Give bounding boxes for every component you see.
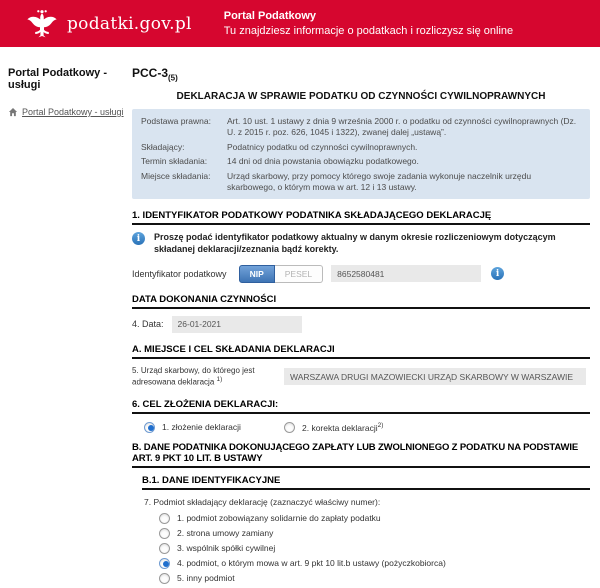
radio-zlozenie-deklaracji[interactable]: 1. złożenie deklaracji <box>144 422 284 433</box>
radio-subject-3[interactable]: 3. wspólnik spółki cywilnej <box>159 543 590 554</box>
hint-row <box>132 232 590 255</box>
sidebar-title: Portal Podatkowy - usługi <box>8 67 108 91</box>
pesel-toggle-button[interactable]: PESEL <box>275 265 323 283</box>
legal-row: Składający: Podatnicy podatku od czynności cywilnoprawnych. <box>141 141 418 152</box>
date-input[interactable] <box>172 316 302 333</box>
radio-subject-2[interactable]: 2. strona umowy zamiany <box>159 528 590 539</box>
form-code: PCC-$3_{(5)}$ <box>132 66 178 83</box>
tax-id-label: Identyfikator podatkowy <box>132 268 227 279</box>
form-main <box>128 47 600 588</box>
info-icon[interactable] <box>132 232 145 245</box>
radio-icon[interactable] <box>159 543 170 554</box>
tax-office-input[interactable] <box>284 368 586 385</box>
hint-text: Proszę podać identyfikator podatkowy aktualny w danym okresie rozliczeniowym dotyczącym składanej deklaracji/zeznania bądź korekty. <box>154 232 556 254</box>
date-label: 4. Data: <box>132 319 164 330</box>
nip-toggle-button[interactable]: NIP <box>239 265 275 283</box>
radio-icon[interactable] <box>159 573 170 584</box>
brand-text: podatki.gov.pl <box>67 13 192 34</box>
radio-korekta-deklaracji[interactable]: 2. korekta deklaracji$^{2)}$ <box>284 422 383 433</box>
legal-row: Miejsce składania: Urząd skarbowy, przy pomocy którego swoje zadania wykonuje naczelnik urzędu skarbowego, o którym mowa w art. 12 i 13 ustawy. <box>141 170 532 192</box>
polish-eagle-logo-icon <box>26 7 58 41</box>
sidebar-link-portal-uslugi[interactable] <box>8 107 126 117</box>
radio-icon[interactable] <box>159 513 170 524</box>
section-date-header: DATA DOKONANIA CZYNNOŚCI <box>132 294 590 309</box>
radio-subject-4[interactable]: 4. podmiot, o którym mowa w art. 9 pkt 10 lit.b ustawy (pożyczkobiorca) <box>159 558 590 569</box>
radio-icon[interactable] <box>159 528 170 539</box>
subject-question: 7. Podmiot składający deklarację (zaznaczyć właściwy numer): <box>144 496 381 507</box>
form-title: DEKLARACJA W SPRAWIE PODATKU OD CZYNNOŚCI CYWILNOPRAWNYCH <box>176 91 546 103</box>
radio-icon[interactable] <box>284 422 295 433</box>
tax-office-row <box>132 366 590 388</box>
home-icon <box>8 107 18 117</box>
tax-id-row <box>132 265 590 283</box>
legal-row: Podstawa prawna: Art. 10 ust. 1 ustawy z dnia 9 września 2000 r. o podatku od czynności cywilnoprawnych (Dz. U. z 2015 r. poz. 626, 1045 i 1322), zwanej dalej „ustawą”. <box>141 116 577 138</box>
nip-input[interactable] <box>331 265 481 282</box>
radio-icon[interactable] <box>159 558 170 569</box>
site-header <box>0 0 600 47</box>
radio-subject-5[interactable]: 5. inny podmiot <box>159 573 590 584</box>
subject-options <box>159 513 590 584</box>
date-row <box>132 316 590 333</box>
info-icon[interactable] <box>491 267 504 280</box>
sidebar <box>0 47 128 588</box>
declaration-purpose-options <box>144 422 590 433</box>
nip-pesel-toggle <box>239 265 324 283</box>
radio-icon[interactable] <box>144 422 155 433</box>
section-6-header: 6. CEL ZŁOŻENIA DEKLARACJI: <box>132 399 590 414</box>
tax-office-label: 5. Urząd skarbowy, do którego jest adresowana deklaracja $^{1)}$ <box>132 365 255 387</box>
section-1-header: 1. IDENTYFIKATOR PODATKOWY PODATNIKA SKŁADAJĄCEGO DEKLARACJĘ <box>132 210 590 225</box>
portal-title: Portal Podatkowy <box>223 10 317 23</box>
legal-info-box <box>132 109 590 199</box>
section-a-header: A. MIEJSCE I CEL SKŁADANIA DEKLARACJI <box>132 344 590 359</box>
section-b-header: B. DANE PODATNIKA DOKONUJĄCEGO ZAPŁATY LUB ZWOLNIONEGO Z PODATKU NA PODSTAWIE ART. 9 PKT 10 LIT. B USTAWY <box>132 442 590 468</box>
legal-row: Termin składania: 14 dni od dnia powstania obowiązku podatkowego. <box>141 156 419 167</box>
section-b1-header: B.1. DANE IDENTYFIKACYJNE <box>142 475 590 490</box>
sidebar-link-label: Portal Podatkowy - usługi <box>22 107 124 117</box>
radio-subject-1[interactable]: 1. podmiot zobowiązany solidarnie do zapłaty podatku <box>159 513 590 524</box>
portal-subtitle: Tu znajdziesz informacje o podatkach i rozliczysz się online <box>223 24 514 37</box>
